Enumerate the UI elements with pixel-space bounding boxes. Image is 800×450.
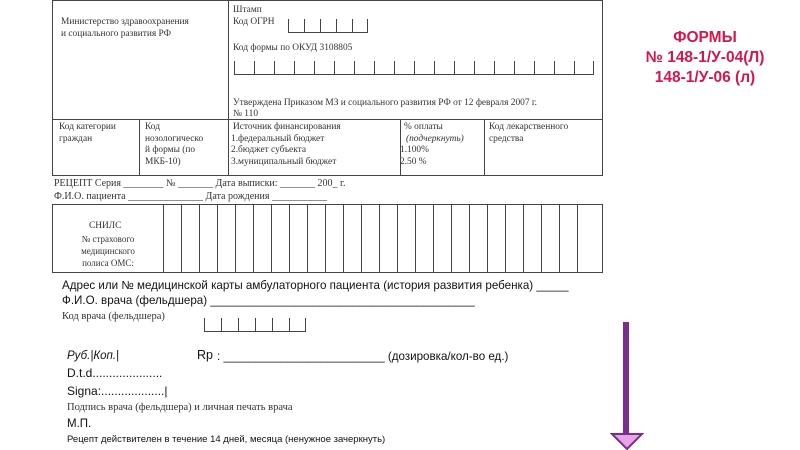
down-arrow-icon[interactable] — [609, 322, 645, 450]
drug-code: Код лекарственного средства — [489, 122, 569, 144]
rp-input-line[interactable]: : _________________________ (дозировка/кол-во ед.) — [217, 350, 509, 363]
oms-policy-label: № страхового медицинского полиса ОМС: — [81, 234, 135, 268]
approved-line-2: № 110 — [233, 109, 259, 119]
form-header-box — [52, 0, 603, 176]
doctor-code-label: Код врача (фельдшера) — [62, 311, 165, 322]
arrow-shaft — [623, 322, 629, 434]
validity-note: Рецепт действителен в течение 14 дней, месяца (ненужное зачеркнуть) — [67, 434, 386, 445]
recipe-series-line[interactable]: РЕЦЕПТ Серия ________ № _______ Дата выписки: _______ 200_ г. — [54, 178, 346, 189]
forms-title-line-3: 148-1/У-06 (л) — [654, 69, 756, 86]
signa-line[interactable]: Signa:...................| — [67, 384, 168, 398]
rp-label: Rp — [197, 348, 213, 362]
forms-title — [620, 28, 790, 88]
okud-digit-boxes[interactable] — [234, 61, 594, 75]
forms-title-line-2: № 148-1/У-04(Л) — [645, 49, 765, 66]
ogrn-digit-boxes[interactable] — [288, 19, 368, 33]
address-line[interactable]: Адрес или № медицинской карты амбулаторного пациента (история развития ребенка) _____ — [62, 279, 569, 292]
snils-oms-grid[interactable] — [52, 204, 603, 273]
payment-percent: % оплаты (подчеркнуть) 1.100% 2.50 % — [400, 122, 464, 167]
ministry-line-1: Министерство здравоохранения — [61, 17, 189, 27]
ogrn-label: Код ОГРН — [233, 17, 275, 27]
doctor-code-boxes[interactable] — [204, 318, 306, 332]
forms-title-line-1: ФОРМЫ — [673, 29, 737, 46]
doctor-name-line[interactable]: Ф.И.О. врача (фельдшера) _________________________________________ — [62, 294, 475, 307]
approved-line-1: Утверждена Приказом МЗ и социального развития РФ от 12 февраля 2007 г. — [233, 98, 537, 108]
ministry-line-2: и социального развития РФ — [61, 29, 172, 39]
okud-label: Код формы по ОКУД 3108805 — [233, 43, 353, 53]
dtd-line[interactable]: D.t.d..................... — [67, 366, 163, 380]
citizen-category-code: Код категории граждан — [59, 122, 116, 144]
funding-source: Источник финансирования 1.федеральный бюджет 2.бюджет субъекта 3.муниципальный бюджет — [231, 122, 341, 167]
arrow-head — [612, 434, 642, 449]
signature-label: Подпись врача (фельдшера) и личная печать врача — [67, 402, 293, 413]
mp-label: М.П. — [67, 418, 92, 430]
snils-label: СНИЛС — [89, 221, 122, 231]
nosology-code: Код нозологическо й формы (по МКБ-10) — [145, 122, 204, 167]
rub-kop-label: Руб.|Коп.| — [67, 350, 120, 362]
patient-name-line[interactable]: Ф.И.О. пациента _______________ Дата рождения ___________ — [54, 191, 327, 202]
stamp-label: Штамп — [233, 5, 262, 15]
